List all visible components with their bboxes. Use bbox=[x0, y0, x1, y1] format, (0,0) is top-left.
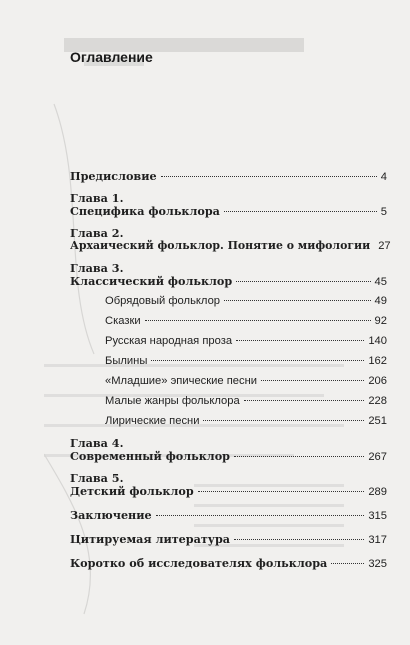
dot-leader bbox=[261, 379, 364, 381]
toc-entry-page: 45 bbox=[374, 276, 387, 288]
dot-leader bbox=[224, 210, 377, 212]
toc-entry-conclusion[interactable] bbox=[70, 508, 387, 523]
toc-entry-preface[interactable] bbox=[70, 169, 387, 184]
toc-entry-title: Архаический фольклор. Понятие о мифологии bbox=[70, 239, 371, 252]
toc-entry-references[interactable] bbox=[70, 532, 387, 547]
toc-subentry[interactable] bbox=[105, 394, 387, 408]
toc-entry-page: 289 bbox=[368, 486, 387, 498]
dot-leader bbox=[234, 538, 364, 540]
dot-leader bbox=[234, 455, 364, 457]
chapter-label: Глава 1. bbox=[70, 191, 124, 205]
chapter-label: Глава 5. bbox=[70, 471, 124, 485]
toc-entry-title: Специфика фольклора bbox=[70, 204, 220, 218]
dot-leader bbox=[224, 299, 371, 301]
toc-entry-page: 267 bbox=[368, 451, 387, 463]
toc-entry-title: Предисловие bbox=[70, 169, 157, 183]
toc-subentry[interactable] bbox=[105, 314, 387, 328]
toc-entry-chapter-4[interactable] bbox=[70, 449, 387, 464]
toc-entry-page: 162 bbox=[368, 355, 387, 367]
toc-entry-title: Малые жанры фольклора bbox=[105, 395, 240, 407]
dot-leader bbox=[156, 514, 365, 516]
toc-entry-page: 228 bbox=[368, 395, 387, 407]
toc-entry-chapter-1[interactable] bbox=[70, 204, 387, 219]
toc-entry-page: 5 bbox=[380, 206, 387, 218]
toc-entry-page: 315 bbox=[368, 510, 387, 522]
toc-entry-page: 206 bbox=[368, 375, 387, 387]
toc-entry-page: 317 bbox=[368, 534, 387, 546]
toc-entry-page: 325 bbox=[368, 558, 387, 570]
toc-entry-title: Современный фольклор bbox=[70, 449, 230, 463]
toc-entry-page: 49 bbox=[374, 295, 387, 307]
toc-entry-title: Лирические песни bbox=[105, 415, 200, 427]
toc-entry-title: Цитируемая литература bbox=[70, 532, 231, 546]
toc-entry-title: Детский фольклор bbox=[70, 484, 194, 498]
toc-subentry[interactable] bbox=[105, 354, 387, 368]
toc-entry-title: Обрядовый фольклор bbox=[105, 295, 221, 307]
toc-entry-title: «Младшие» эпические песни bbox=[105, 375, 258, 387]
dot-leader bbox=[203, 419, 364, 421]
toc-entry-title: Русская народная проза bbox=[105, 335, 233, 347]
toc-entry-chapter-3[interactable] bbox=[70, 274, 387, 289]
dot-leader bbox=[331, 562, 364, 564]
toc-entry-title: Сказки bbox=[105, 315, 141, 327]
toc-subentry[interactable] bbox=[105, 414, 387, 428]
dot-leader bbox=[236, 339, 364, 341]
toc-subentry[interactable] bbox=[105, 334, 387, 348]
toc-entry-page: 140 bbox=[368, 335, 387, 347]
toc-entry-page: 251 bbox=[368, 415, 387, 427]
toc-heading: Оглавление bbox=[70, 49, 153, 65]
dot-leader bbox=[236, 280, 370, 282]
chapter-label: Глава 3. bbox=[70, 261, 124, 275]
dot-leader bbox=[244, 399, 365, 401]
toc-subentry[interactable] bbox=[105, 294, 387, 308]
toc-entry-page: 4 bbox=[380, 171, 387, 183]
toc-entry-title: Коротко об исследователях фольклора bbox=[70, 556, 328, 570]
dot-leader bbox=[145, 319, 371, 321]
toc-entry-page: 27 bbox=[378, 240, 391, 252]
chapter-label: Глава 2. bbox=[70, 226, 124, 240]
toc-entry-title: Классический фольклор bbox=[70, 274, 233, 288]
toc-entry-chapter-5[interactable] bbox=[70, 484, 387, 499]
toc-entry-chapter-2[interactable] bbox=[70, 239, 391, 253]
toc-entry-title: Былины bbox=[105, 355, 148, 367]
toc-entry-page: 92 bbox=[374, 315, 387, 327]
toc-entry-title: Заключение bbox=[70, 508, 152, 522]
dot-leader bbox=[161, 175, 377, 177]
toc-subentry[interactable] bbox=[105, 374, 387, 388]
chapter-label: Глава 4. bbox=[70, 436, 124, 450]
dot-leader bbox=[198, 490, 365, 492]
toc-entry-researchers[interactable] bbox=[70, 556, 387, 571]
dot-leader bbox=[151, 359, 364, 361]
